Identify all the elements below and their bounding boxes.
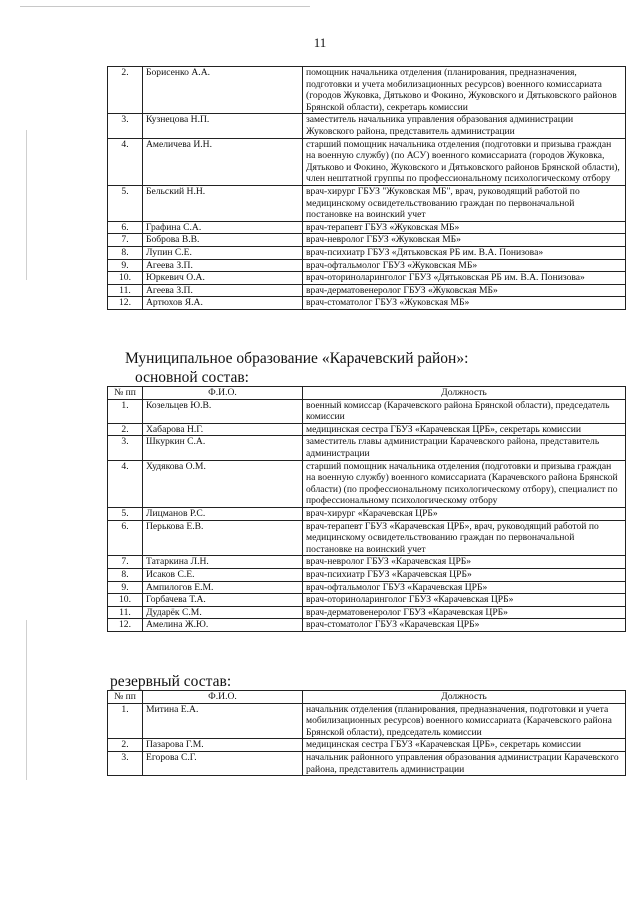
table-row bbox=[108, 138, 626, 185]
row-number: 12. bbox=[108, 297, 143, 310]
table-row bbox=[108, 284, 626, 297]
scan-margin-mark bbox=[26, 130, 27, 280]
member-position: медицинская сестра ГБУЗ «Карачевская ЦРБ», секретарь комиссии bbox=[303, 423, 626, 436]
row-number: 10. bbox=[108, 594, 143, 607]
member-name: Артюхов Я.А. bbox=[143, 297, 303, 310]
row-number: 3. bbox=[108, 751, 143, 775]
member-name: Графина С.А. bbox=[143, 221, 303, 234]
row-number: 8. bbox=[108, 246, 143, 259]
row-number: 5. bbox=[108, 185, 143, 221]
member-name: Исаков С.Е. bbox=[143, 568, 303, 581]
table-header bbox=[108, 691, 626, 704]
row-number: 10. bbox=[108, 272, 143, 285]
commission-table-zhukovsky bbox=[107, 66, 626, 310]
row-number: 1. bbox=[108, 703, 143, 739]
member-name: Егорова С.Г. bbox=[143, 751, 303, 775]
row-number: 2. bbox=[108, 67, 143, 114]
member-name: Хабарова Н.Г. bbox=[143, 423, 303, 436]
table-header bbox=[108, 387, 626, 400]
row-number: 8. bbox=[108, 568, 143, 581]
member-position: врач-дерматовенеролог ГБУЗ «Карачевская ЦРБ» bbox=[303, 606, 626, 619]
table-row bbox=[108, 751, 626, 775]
member-name: Борисенко А.А. bbox=[143, 67, 303, 114]
table-row bbox=[108, 739, 626, 752]
commission-table-karachev-main bbox=[107, 386, 626, 632]
subheading-main-composition: основной состав: bbox=[135, 369, 249, 386]
member-position: заместитель начальника управления образования администрации Жуковского района, представитель администрации bbox=[303, 114, 626, 138]
row-number: 11. bbox=[108, 606, 143, 619]
row-number: 7. bbox=[108, 234, 143, 247]
member-name: Пазарова Г.М. bbox=[143, 739, 303, 752]
commission-table-karachev-reserve bbox=[107, 690, 626, 776]
header-row bbox=[108, 691, 626, 704]
member-position: врач-стоматолог ГБУЗ «Жуковская МБ» bbox=[303, 297, 626, 310]
subheading-reserve-composition: резервный состав: bbox=[110, 673, 232, 690]
member-name: Амелина Ж.Ю. bbox=[143, 619, 303, 632]
row-number: 4. bbox=[108, 138, 143, 185]
table-body bbox=[108, 399, 626, 631]
member-position: врач-терапевт ГБУЗ «Карачевская ЦРБ», врач, руководящий работой по медицинскому освидетельствованию граждан по первоначальной постановке на воинский учет bbox=[303, 520, 626, 556]
member-position: врач-хирург ГБУЗ "Жуковская МБ", врач, руководящий работой по медицинскому освидетельствованию граждан по первоначальной постановке на воинский учет bbox=[303, 185, 626, 221]
table-row bbox=[108, 423, 626, 436]
member-name: Худякова О.М. bbox=[143, 460, 303, 507]
row-number: 2. bbox=[108, 739, 143, 752]
row-number: 3. bbox=[108, 436, 143, 460]
header-position: Должность bbox=[303, 387, 626, 400]
scan-margin-mark bbox=[26, 620, 27, 780]
member-name: Бельский Н.Н. bbox=[143, 185, 303, 221]
table-row bbox=[108, 507, 626, 520]
table-row bbox=[108, 606, 626, 619]
header-no: № пп bbox=[108, 691, 143, 704]
member-name: Кузнецова Н.П. bbox=[143, 114, 303, 138]
row-number: 7. bbox=[108, 556, 143, 569]
section-heading-karachev: Муниципальное образование «Карачевский район»: bbox=[125, 350, 469, 367]
member-position: врач-психиатр ГБУЗ «Карачевская ЦРБ» bbox=[303, 568, 626, 581]
row-number: 11. bbox=[108, 284, 143, 297]
table-row bbox=[108, 581, 626, 594]
member-position: врач-дерматовенеролог ГБУЗ «Жуковская МБ» bbox=[303, 284, 626, 297]
member-position: врач-невролог ГБУЗ «Карачевская ЦРБ» bbox=[303, 556, 626, 569]
member-name: Митина Е.А. bbox=[143, 703, 303, 739]
table-row bbox=[108, 703, 626, 739]
table-row bbox=[108, 556, 626, 569]
member-position: врач-оториноларинголог ГБУЗ «Карачевская ЦРБ» bbox=[303, 594, 626, 607]
member-name: Дударёк С.М. bbox=[143, 606, 303, 619]
member-name: Агеева З.П. bbox=[143, 259, 303, 272]
member-name: Амеличева И.Н. bbox=[143, 138, 303, 185]
member-position: помощник начальника отделения (планирования, предназначения, подготовки и учета мобилизационных ресурсов) военного комиссариата (городов Жуковка, Дятьково и Фокино, Жуковского и Дятьковского районов Брянской области), секретарь комиссии bbox=[303, 67, 626, 114]
table-row bbox=[108, 520, 626, 556]
member-position: начальник отделения (планирования, предназначения, подготовки и учета мобилизационных ресурсов) военного комиссариата (Карачевского района Брянской области), председатель комиссии bbox=[303, 703, 626, 739]
member-position: медицинская сестра ГБУЗ «Карачевская ЦРБ», секретарь комиссии bbox=[303, 739, 626, 752]
member-position: врач-стоматолог ГБУЗ «Карачевская ЦРБ» bbox=[303, 619, 626, 632]
member-position: старший помощник начальника отделения (подготовки и призыва граждан на военную службу) военного комиссариата (Карачевского района Брянской области) (по профессиональному психологическому отбору), специалист по профессиональному психологическому отбору bbox=[303, 460, 626, 507]
table-body bbox=[108, 67, 626, 310]
header-row bbox=[108, 387, 626, 400]
member-name: Боброва В.В. bbox=[143, 234, 303, 247]
member-position: заместитель главы администрации Карачевского района, представитель администрации bbox=[303, 436, 626, 460]
member-position: врач-хирург «Карачевская ЦРБ» bbox=[303, 507, 626, 520]
member-name: Горбачева Т.А. bbox=[143, 594, 303, 607]
header-no: № пп bbox=[108, 387, 143, 400]
member-position: врач-терапевт ГБУЗ «Жуковская МБ» bbox=[303, 221, 626, 234]
table-row bbox=[108, 67, 626, 114]
member-name: Ампилогов Е.М. bbox=[143, 581, 303, 594]
member-position: начальник районного управления образования администрации Карачевского района, представитель администрации bbox=[303, 751, 626, 775]
table-row bbox=[108, 185, 626, 221]
member-position: старший помощник начальника отделения (подготовки и призыва граждан на военную службу) (по АСУ) военного комиссариата (городов Жуковка, Дятьково и Фокино, Жуковского и Дятьковского районов Брянской области), член нештатной группы по профессиональному психологическому отбору bbox=[303, 138, 626, 185]
table-row bbox=[108, 297, 626, 310]
row-number: 12. bbox=[108, 619, 143, 632]
table-row bbox=[108, 221, 626, 234]
top-rule bbox=[20, 6, 310, 7]
row-number: 6. bbox=[108, 221, 143, 234]
table-row bbox=[108, 568, 626, 581]
member-name: Татаркина Л.Н. bbox=[143, 556, 303, 569]
member-position: врач-офтальмолог ГБУЗ «Жуковская МБ» bbox=[303, 259, 626, 272]
member-name: Лупин С.Е. bbox=[143, 246, 303, 259]
member-name: Перькова Е.В. bbox=[143, 520, 303, 556]
page-number: 11 bbox=[313, 35, 327, 50]
table-row bbox=[108, 436, 626, 460]
member-name: Шкуркин С.А. bbox=[143, 436, 303, 460]
member-name: Юркевич О.А. bbox=[143, 272, 303, 285]
member-position: врач-офтальмолог ГБУЗ «Карачевская ЦРБ» bbox=[303, 581, 626, 594]
table-row bbox=[108, 272, 626, 285]
table-row bbox=[108, 246, 626, 259]
header-name: Ф.И.О. bbox=[143, 691, 303, 704]
member-name: Козельцев Ю.В. bbox=[143, 399, 303, 423]
table-row bbox=[108, 619, 626, 632]
member-position: военный комиссар (Карачевского района Брянской области), председатель комиссии bbox=[303, 399, 626, 423]
row-number: 1. bbox=[108, 399, 143, 423]
header-position: Должность bbox=[303, 691, 626, 704]
header-name: Ф.И.О. bbox=[143, 387, 303, 400]
row-number: 2. bbox=[108, 423, 143, 436]
row-number: 9. bbox=[108, 259, 143, 272]
table-row bbox=[108, 460, 626, 507]
row-number: 9. bbox=[108, 581, 143, 594]
table-row bbox=[108, 114, 626, 138]
table-row bbox=[108, 594, 626, 607]
member-name: Агеева З.П. bbox=[143, 284, 303, 297]
row-number: 6. bbox=[108, 520, 143, 556]
row-number: 4. bbox=[108, 460, 143, 507]
table-row bbox=[108, 234, 626, 247]
member-name: Лицманов Р.С. bbox=[143, 507, 303, 520]
member-position: врач-оториноларинголог ГБУЗ «Дятьковская РБ им. В.А. Понизова» bbox=[303, 272, 626, 285]
member-position: врач-психиатр ГБУЗ «Дятьковская РБ им. В.А. Понизова» bbox=[303, 246, 626, 259]
member-position: врач-невролог ГБУЗ «Жуковская МБ» bbox=[303, 234, 626, 247]
table-body bbox=[108, 703, 626, 776]
table-row bbox=[108, 259, 626, 272]
row-number: 3. bbox=[108, 114, 143, 138]
row-number: 5. bbox=[108, 507, 143, 520]
table-row bbox=[108, 399, 626, 423]
